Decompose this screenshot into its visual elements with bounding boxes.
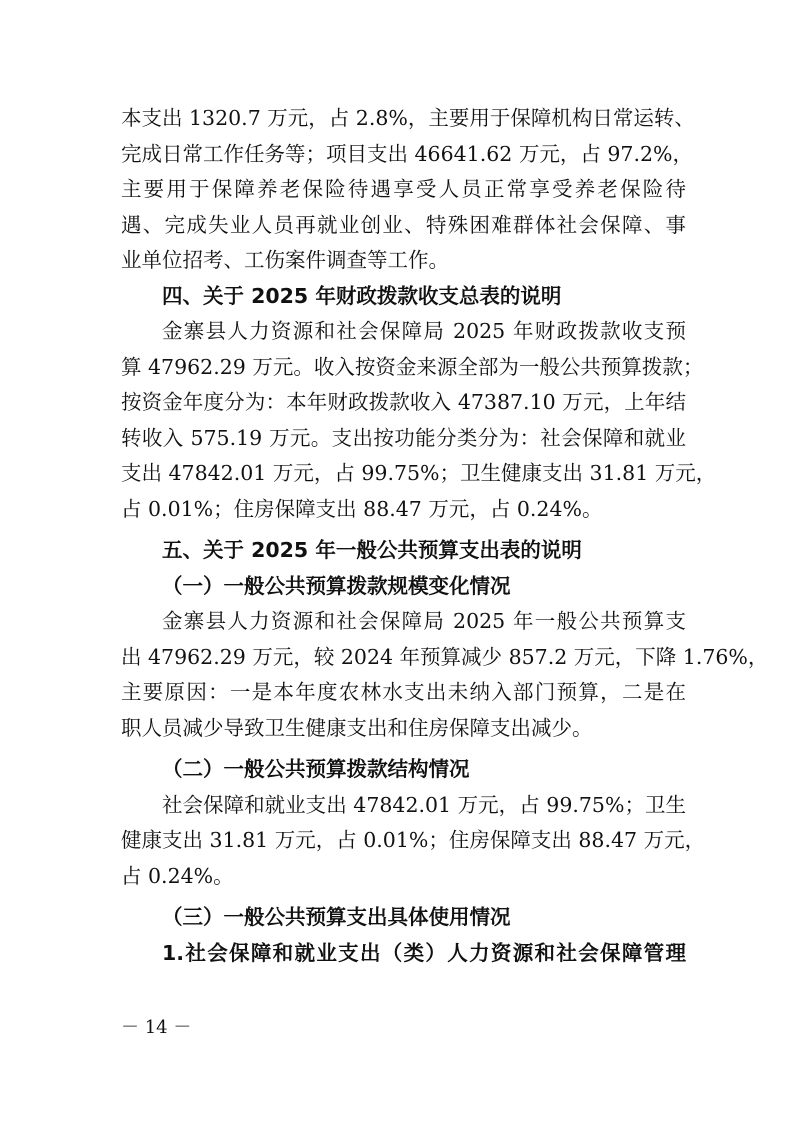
body-line: 金寨县人力资源和社会保障局 2025 年一般公共预算支 <box>162 609 686 633</box>
body-line: 支出 47842.01 万元，占 99.75%；卫生健康支出 31.81 万元， <box>121 461 717 485</box>
body-line: 遇、完成失业人员再就业创业、特殊困难群体社会保障、事 <box>121 212 686 237</box>
body-line: 完成日常工作任务等；项目支出 46641.62 万元，占 97.2%， <box>121 141 693 166</box>
body-line: 社会保障和就业支出 47842.01 万元，占 99.75%；卫生 <box>162 792 686 817</box>
document-body <box>121 101 769 971</box>
body-line: 按资金年度分为：本年财政拨款收入 47387.10 万元，上年结 <box>121 390 686 414</box>
section-heading-5: 五、关于 2025 年一般公共预算支出表的说明 <box>162 538 582 562</box>
subsection-heading-1: （一）一般公共预算拨款规模变化情况 <box>162 573 511 598</box>
body-line: 主要用于保障养老保险待遇享受人员正常享受养老保险待 <box>121 177 686 201</box>
body-line: 本支出 1320.7 万元，占 2.8%，主要用于保障机构日常运转、 <box>121 106 695 130</box>
page-number: － 14 － <box>121 1017 192 1038</box>
body-line: 占 0.01%；住房保障支出 88.47 万元，占 0.24%。 <box>121 496 603 521</box>
body-line: 金寨县人力资源和社会保障局 2025 年财政拨款收支预 <box>162 319 686 343</box>
item-heading-1: 1.社会保障和就业支出（类）人力资源和社会保障管理 <box>162 940 686 965</box>
body-line: 出 47962.29 万元，较 2024 年预算减少 857.2 万元，下降 1.76%， <box>121 644 769 669</box>
subsection-heading-3: （三）一般公共预算支出具体使用情况 <box>162 905 511 929</box>
body-line: 业单位招考、工伤案件调查等工作。 <box>121 248 449 272</box>
body-line: 健康支出 31.81 万元，占 0.01%；住房保障支出 88.47 万元， <box>121 828 706 852</box>
body-line: 占 0.24%。 <box>121 863 234 888</box>
body-line: 转收入 575.19 万元。支出按功能分类分为：社会保障和就业 <box>121 425 686 450</box>
section-heading-4: 四、关于 2025 年财政拨款收支总表的说明 <box>162 283 562 308</box>
body-line: 算 47962.29 万元。收入按资金来源全部为一般公共预算拨款； <box>121 354 704 379</box>
body-line: 主要原因：一是本年度农林水支出未纳入部门预算，二是在 <box>121 680 686 704</box>
body-line: 职人员减少导致卫生健康支出和住房保障支出减少。 <box>121 715 593 740</box>
subsection-heading-2: （二）一般公共预算拨款结构情况 <box>162 757 470 781</box>
